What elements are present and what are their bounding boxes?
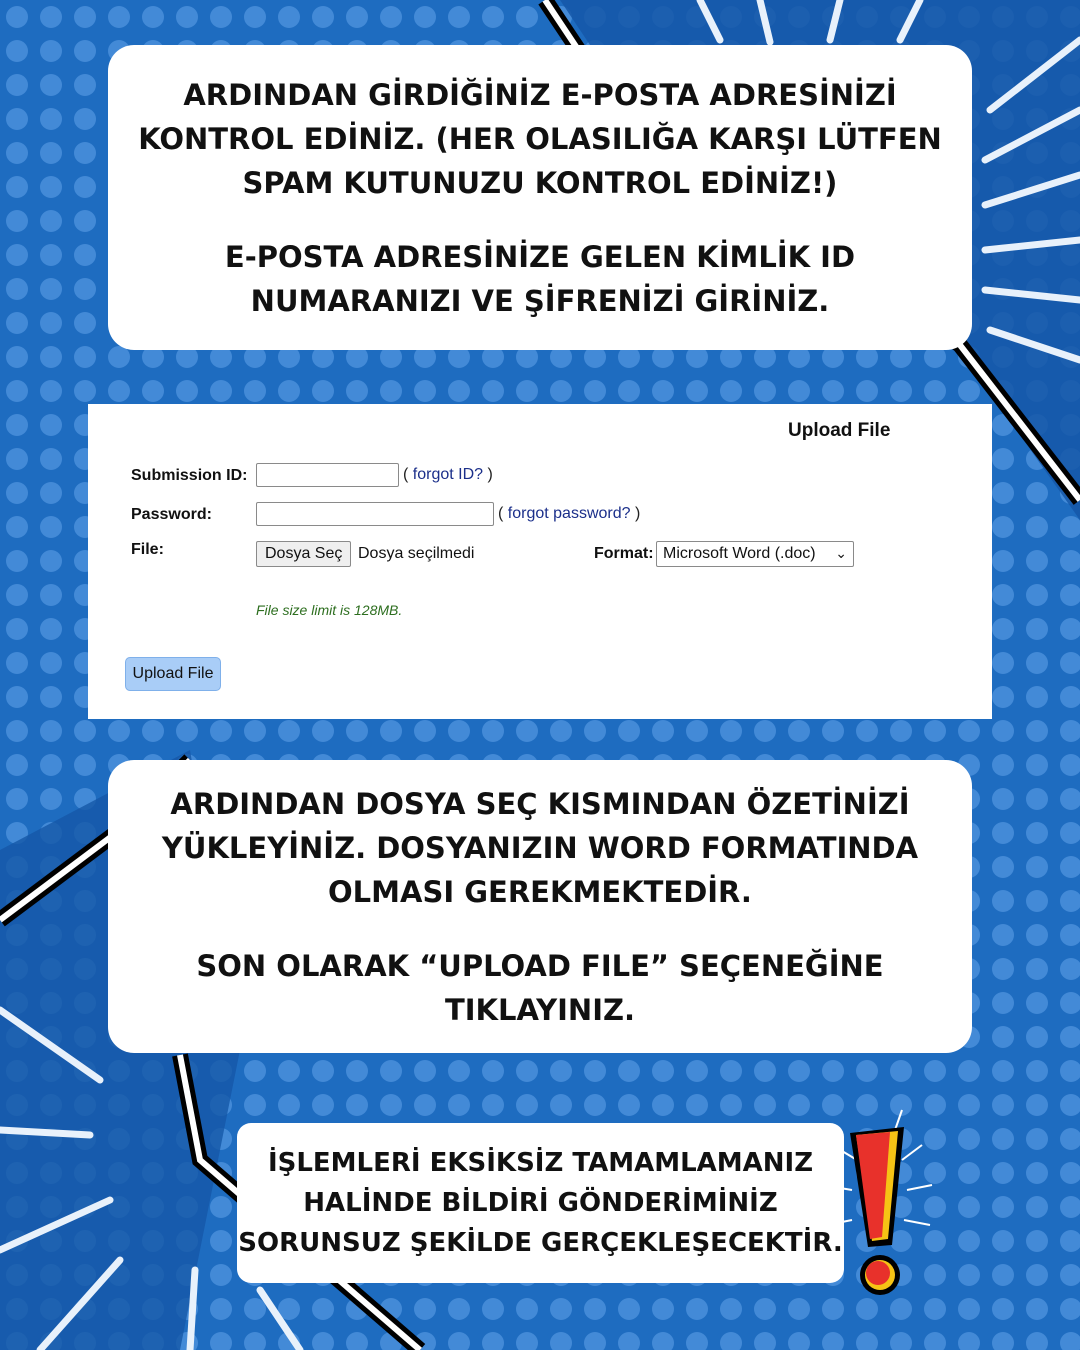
paren-close: ) [630,505,641,522]
file-label: File: [131,541,164,558]
instruction-line: SON OLARAK “UPLOAD FILE” SEÇENEĞİNE [196,948,884,983]
exclamation-icon [812,1105,942,1305]
paren-open: ( [498,505,508,522]
instruction-line: OLMASI GEREKMEKTEDİR. [328,874,752,909]
upload-form-screenshot [88,404,992,719]
instruction-line: YÜKLEYİNİZ. DOSYANIZIN WORD FORMATINDA [161,830,919,865]
forgot-id-link-wrapper [403,466,493,484]
forgot-password-link-wrapper [498,505,640,523]
chevron-down-icon: ⌄ [835,545,847,561]
forgot-id-link[interactable]: forgot ID? [412,466,484,483]
instruction-card-credentials [108,45,972,350]
format-select[interactable] [656,541,854,567]
instruction-line: KONTROL EDİNİZ. (HER OLASILIĞA KARŞI LÜTFEN [138,121,942,156]
format-label: Format: [594,545,654,562]
paren-open: ( [403,466,413,483]
submission-id-input[interactable] [256,463,399,487]
upload-file-button[interactable]: Upload File [125,657,221,691]
instruction-line: SPAM KUTUNUZU KONTROL EDİNİZ!) [242,165,838,200]
instruction-line: ARDINDAN GİRDİĞİNİZ E-POSTA ADRESİNİZİ [183,77,897,112]
paren-close: ) [483,466,493,483]
instruction-card-upload [108,760,972,1053]
notice-line: İŞLEMLERİ EKSİKSİZ TAMAMLAMANIZ [267,1148,814,1178]
notice-line: HALİNDE BİLDİRİ GÖNDERİMİNİZ [303,1188,778,1218]
no-file-chosen-text: Dosya seçilmedi [358,545,475,562]
notice-line: SORUNSUZ ŞEKİLDE GERÇEKLEŞECEKTİR. [238,1228,843,1258]
instruction-line: TIKLAYINIZ. [444,992,636,1027]
form-title: Upload File [788,420,891,441]
file-size-limit-note: File size limit is 128MB. [256,602,403,618]
submission-id-label: Submission ID: [131,467,248,484]
forgot-password-link[interactable]: forgot password? [507,505,631,522]
instruction-line: E-POSTA ADRESİNİZE GELEN KİMLİK ID [224,239,856,274]
password-input[interactable] [256,502,494,526]
notice-card [237,1123,844,1283]
instruction-line: NUMARANIZI VE ŞİFRENİZİ GİRİNİZ. [250,283,830,318]
instruction-line: ARDINDAN DOSYA SEÇ KISMINDAN ÖZETİNİZİ [170,786,910,821]
format-selected-value: Microsoft Word (.doc) [663,545,816,562]
password-label: Password: [131,506,212,523]
choose-file-button[interactable]: Dosya Seç [256,541,351,567]
